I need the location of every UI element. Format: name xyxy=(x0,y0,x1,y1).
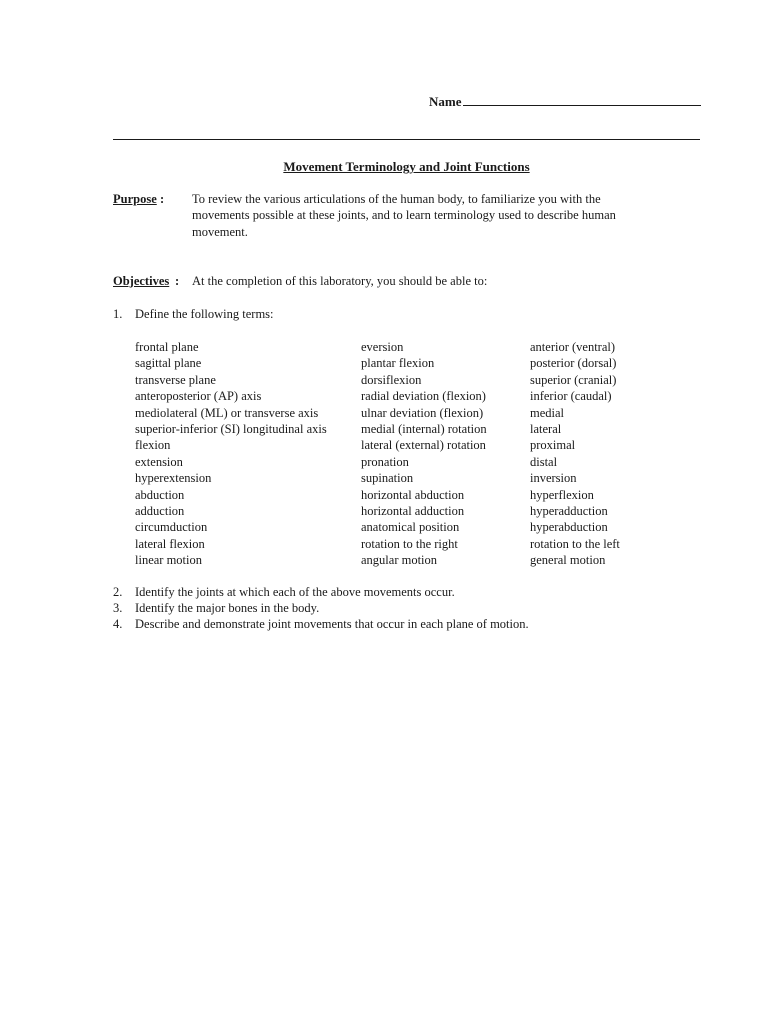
term: lateral (external) rotation xyxy=(361,438,486,453)
term: plantar flexion xyxy=(361,356,435,371)
purpose-line: To review the various articulations of the human body, to familiarize you with the xyxy=(192,192,601,206)
term: linear motion xyxy=(135,553,202,568)
term: extension xyxy=(135,454,183,469)
term: anatomical position xyxy=(361,520,460,535)
term: anteroposterior (AP) axis xyxy=(135,389,262,404)
term: anterior (ventral) xyxy=(530,340,616,354)
term: abduction xyxy=(135,487,185,502)
purpose-text xyxy=(192,191,682,240)
purpose-line: movement. xyxy=(192,224,248,239)
term: rotation to the left xyxy=(530,536,620,551)
term: supination xyxy=(361,471,414,486)
term: inferior (caudal) xyxy=(530,389,612,404)
term: hyperflexion xyxy=(530,487,594,502)
term: rotation to the right xyxy=(361,536,458,551)
item-text: Define the following terms: xyxy=(135,307,274,321)
term: posterior (dorsal) xyxy=(530,356,617,371)
purpose-colon: : xyxy=(160,192,165,206)
term: ulnar deviation (flexion) xyxy=(361,405,484,420)
term: superior-inferior (SI) longitudinal axis xyxy=(135,421,327,436)
term: sagittal plane xyxy=(135,356,202,371)
header-divider xyxy=(113,139,700,140)
term: eversion xyxy=(361,340,404,354)
term: circumduction xyxy=(135,520,208,535)
purpose-line: movements possible at these joints, and to learn terminology used to describe human xyxy=(192,208,616,223)
term: horizontal abduction xyxy=(361,487,465,502)
terms-column-3 xyxy=(530,339,620,568)
term: superior (cranial) xyxy=(530,372,617,387)
item-number: 1. xyxy=(113,307,123,321)
term: adduction xyxy=(135,503,185,518)
item-text: Describe and demonstrate joint movements that occur in each plane of motion. xyxy=(135,617,529,631)
item-number: 4. xyxy=(113,617,123,631)
term: pronation xyxy=(361,454,409,469)
name-field xyxy=(429,92,701,110)
term: medial xyxy=(530,405,565,420)
item-number: 3. xyxy=(113,601,123,615)
term: distal xyxy=(530,454,558,469)
term: angular motion xyxy=(361,553,438,568)
term: hyperadduction xyxy=(530,503,608,518)
term: lateral xyxy=(530,421,562,436)
term: hyperextension xyxy=(135,471,212,486)
objectives-colon: : xyxy=(175,274,180,288)
term: horizontal adduction xyxy=(361,503,465,518)
term: general motion xyxy=(530,553,606,568)
term: proximal xyxy=(530,438,576,453)
term: transverse plane xyxy=(135,372,216,387)
terms-column-2 xyxy=(361,339,487,568)
term: frontal plane xyxy=(135,340,199,354)
term: dorsiflexion xyxy=(361,372,422,387)
document-title: Movement Terminology and Joint Functions xyxy=(283,159,530,174)
name-label: Name xyxy=(429,94,462,109)
term: radial deviation (flexion) xyxy=(361,389,486,404)
item-text: Identify the major bones in the body. xyxy=(135,601,320,615)
purpose-label: Purpose xyxy=(113,192,157,206)
term: flexion xyxy=(135,438,171,453)
term: mediolateral (ML) or transverse axis xyxy=(135,405,319,420)
name-blank-line[interactable] xyxy=(463,92,701,106)
term: medial (internal) rotation xyxy=(361,421,487,436)
term: inversion xyxy=(530,471,577,486)
objectives-intro: At the completion of this laboratory, you should be able to: xyxy=(192,274,488,288)
item-text: Identify the joints at which each of the above movements occur. xyxy=(135,585,455,599)
terms-column-1 xyxy=(135,339,327,568)
objectives-label: Objectives xyxy=(113,274,170,288)
item-number: 2. xyxy=(113,585,123,599)
term: lateral flexion xyxy=(135,536,205,551)
term: hyperabduction xyxy=(530,520,608,535)
